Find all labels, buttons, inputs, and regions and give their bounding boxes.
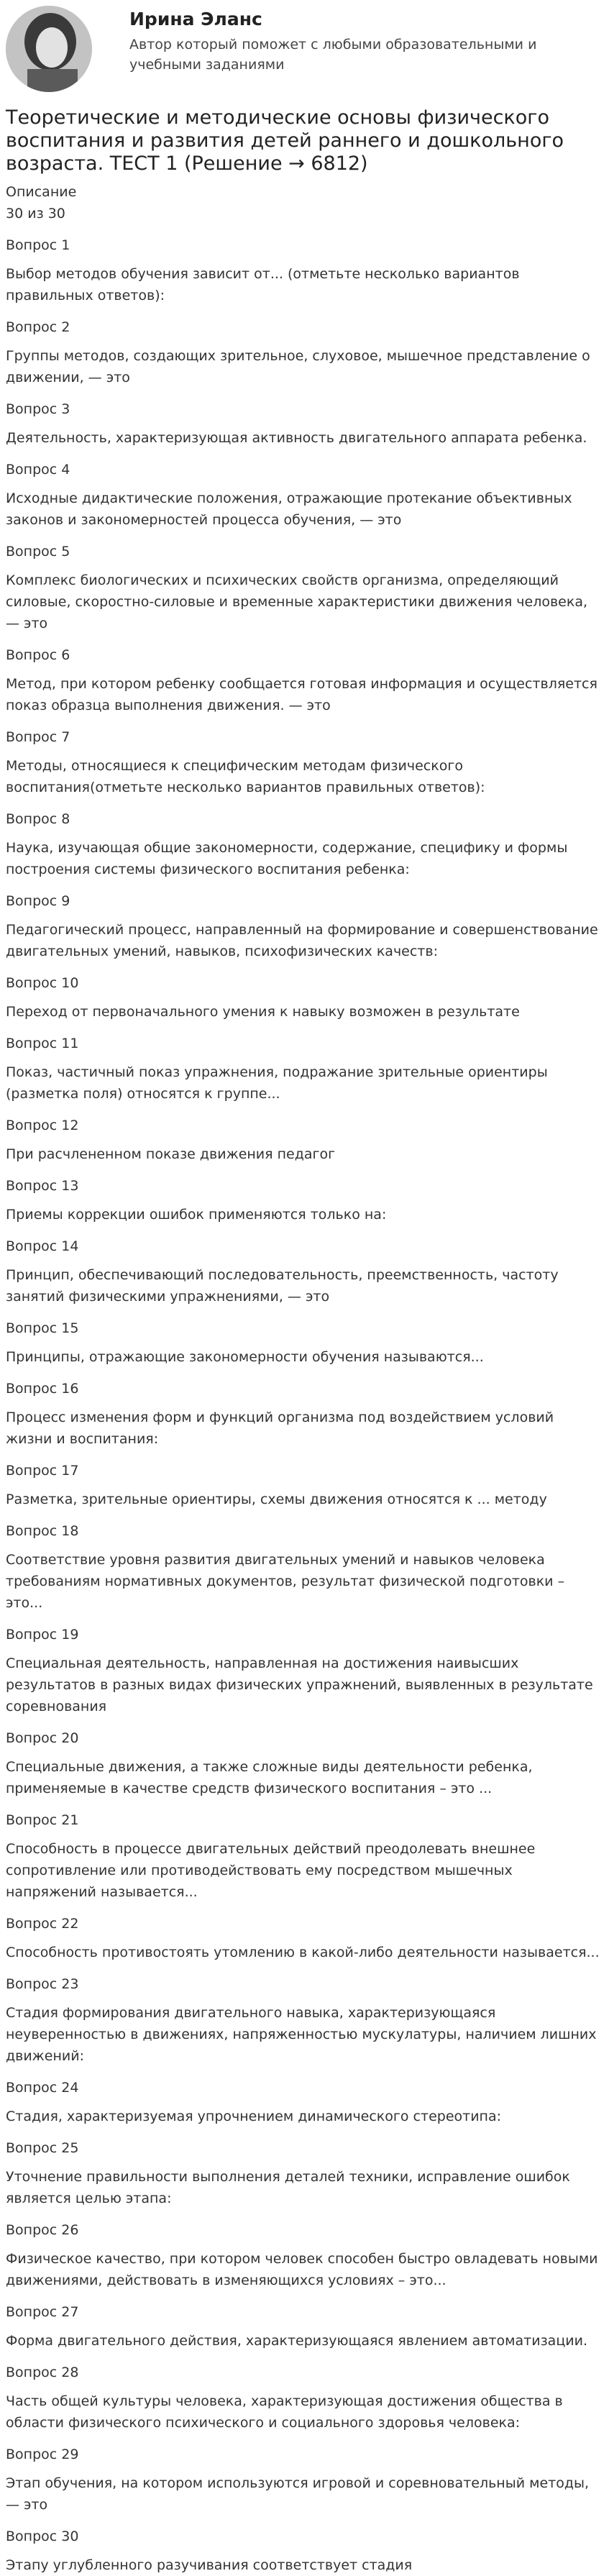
question-label: Вопрос 16	[6, 1381, 79, 1397]
question-label: Вопрос 7	[6, 729, 70, 745]
question-item	[6, 1317, 603, 1368]
question-label: Вопрос 28	[6, 2365, 79, 2380]
question-label: Вопрос 6	[6, 647, 70, 663]
question-item	[6, 1115, 603, 1165]
question-text: Приемы коррекции ошибок применяются только на:	[6, 1207, 387, 1223]
question-item	[6, 1727, 603, 1799]
question-text: Специальные движения, а также сложные виды деятельности ребенка, применяемые в качестве средств физического воспитания – это ...	[6, 1759, 533, 1796]
question-item	[6, 2219, 603, 2291]
author-header	[0, 0, 609, 99]
question-item	[6, 459, 603, 531]
question-label: Вопрос 21	[6, 1812, 79, 1828]
question-item	[6, 1460, 603, 1510]
question-text: Форма двигательного действия, характеризующаяся явлением автоматизации.	[6, 2333, 587, 2349]
question-item	[6, 1624, 603, 1717]
question-text: Соответствие уровня развития двигательных умений и навыков человека требованиям нормативных документов, результат физической подготовки – это...	[6, 1552, 565, 1611]
question-item	[6, 2444, 603, 2516]
question-item	[6, 1378, 603, 1450]
question-text: Показ, частичный показ упражнения, подражание зрительные ориентиры (разметка поля) относятся к группе...	[6, 1064, 548, 1102]
question-label: Вопрос 1	[6, 237, 70, 253]
question-text: Стадия, характеризуемая упрочнением динамического стереотипа:	[6, 2109, 502, 2124]
question-text: Физическое качество, при котором человек способен быстро овладевать новыми движениями, действовать в изменяющихся условиях – это...	[6, 2251, 598, 2288]
question-label: Вопрос 3	[6, 401, 70, 417]
question-text: Разметка, зрительные ориентиры, схемы движения относятся к ... методу	[6, 1492, 547, 1507]
question-text: Деятельность, характеризующая активность двигательного аппарата ребенка.	[6, 430, 587, 446]
question-item	[6, 2301, 603, 2352]
question-label: Вопрос 9	[6, 893, 70, 909]
page-title: Теоретические и методические основы физического воспитания и развития детей раннего и дошкольного возраста. ТЕСТ 1 (Решение → 6812)	[6, 106, 564, 175]
question-text: Наука, изучающая общие закономерности, содержание, специфику и формы построения системы физического воспитания ребенка:	[6, 840, 568, 877]
question-label: Вопрос 30	[6, 2529, 79, 2544]
score-text: 30 из 30	[6, 206, 65, 221]
question-item	[6, 890, 603, 962]
question-text: Комплекс биологических и психических свойств организма, определяющий силовые, скоростно-силовые и временные характеристики движения человека, — это	[6, 572, 588, 631]
question-item	[6, 316, 603, 388]
question-item	[6, 808, 603, 880]
question-text: Часть общей культуры человека, характеризующая достижения общества в области физического психического и социального здоровья человека:	[6, 2393, 563, 2431]
author-name[interactable]: Ирина Эланс	[129, 9, 262, 29]
question-text: Этапу углубленного разучивания соответствует стадия	[6, 2557, 413, 2573]
question-label: Вопрос 20	[6, 1730, 79, 1746]
question-label: Вопрос 25	[6, 2140, 79, 2156]
question-label: Вопрос 8	[6, 811, 70, 827]
question-text: Метод, при котором ребенку сообщается готовая информация и осуществляется показ образца выполнения движения. — это	[6, 676, 597, 713]
question-label: Вопрос 29	[6, 2447, 79, 2462]
question-text: Принцип, обеспечивающий последовательность, преемственность, частоту занятий физическими упражнениями, — это	[6, 1267, 559, 1305]
question-text: Уточнение правильности выполнения деталей техники, исправление ошибок является целью этапа:	[6, 2169, 570, 2206]
question-item	[6, 2526, 603, 2576]
question-text: Специальная деятельность, направленная на достижения наивысших результатов в разных видах физических упражнений, выявленных в результате соревнования	[6, 1655, 593, 1714]
question-list	[6, 234, 603, 2576]
question-item	[6, 1520, 603, 1614]
author-avatar[interactable]	[6, 6, 92, 92]
question-text: Способность в процессе двигательных действий преодолевать внешнее сопротивление или противодействовать ему посредством мышечных напряжений называется...	[6, 1841, 536, 1900]
question-text: Методы, относящиеся к специфическим методам физического воспитания(отметьте несколько вариантов правильных ответов):	[6, 758, 485, 795]
question-label: Вопрос 27	[6, 2304, 79, 2320]
question-item	[6, 541, 603, 634]
description-label: Описание	[6, 184, 77, 200]
question-item	[6, 2077, 603, 2127]
question-item	[6, 972, 603, 1023]
question-label: Вопрос 5	[6, 544, 70, 559]
question-text: Переход от первоначального умения к навыку возможен в результате	[6, 1004, 520, 1020]
question-text: При расчлененном показе движения педагог	[6, 1146, 336, 1162]
question-text: Способность противостоять утомлению в какой-либо деятельности называется...	[6, 1945, 600, 1960]
question-item	[6, 726, 603, 798]
avatar-photo-icon	[6, 6, 92, 92]
question-label: Вопрос 22	[6, 1916, 79, 1932]
test-content	[0, 106, 609, 2576]
question-item	[6, 1913, 603, 1963]
question-item	[6, 1236, 603, 1307]
question-label: Вопрос 23	[6, 1976, 79, 1992]
question-label: Вопрос 26	[6, 2222, 79, 2238]
question-label: Вопрос 4	[6, 462, 70, 478]
question-text: Принципы, отражающие закономерности обучения называются...	[6, 1349, 484, 1365]
question-text: Выбор методов обучения зависит от... (отметьте несколько вариантов правильных ответов):	[6, 266, 520, 303]
question-item	[6, 1809, 603, 1903]
question-label: Вопрос 2	[6, 319, 70, 335]
question-label: Вопрос 17	[6, 1463, 79, 1479]
question-item	[6, 1973, 603, 2067]
question-item	[6, 1033, 603, 1105]
question-label: Вопрос 13	[6, 1178, 79, 1194]
question-label: Вопрос 11	[6, 1036, 79, 1051]
question-text: Стадия формирования двигательного навыка, характеризующаяся неуверенностью в движениях, напряженностью мускулатуры, наличием лишних движений:	[6, 2005, 597, 2064]
question-text: Исходные дидактические положения, отражающие протекание объективных законов и закономерностей процесса обучения, — это	[6, 490, 572, 528]
question-item	[6, 2362, 603, 2434]
question-item	[6, 2137, 603, 2209]
question-text: Процесс изменения форм и функций организма под воздействием условий жизни и воспитания:	[6, 1410, 554, 1447]
question-label: Вопрос 12	[6, 1118, 79, 1133]
author-description: Автор который поможет с любыми образовательными и учебными заданиями	[129, 37, 537, 73]
question-text: Педагогический процесс, направленный на формирование и совершенствование двигательных умений, навыков, психофизических качеств:	[6, 922, 598, 959]
question-label: Вопрос 18	[6, 1523, 79, 1539]
question-label: Вопрос 10	[6, 975, 79, 991]
question-label: Вопрос 15	[6, 1320, 79, 1336]
question-text: Этап обучения, на котором используются игровой и соревновательный методы, — это	[6, 2475, 590, 2513]
question-text: Группы методов, создающих зрительное, слуховое, мышечное представление о движении, — это	[6, 348, 590, 385]
question-label: Вопрос 19	[6, 1627, 79, 1643]
question-label: Вопрос 14	[6, 1238, 79, 1254]
question-item	[6, 644, 603, 716]
question-item	[6, 1175, 603, 1225]
question-item	[6, 234, 603, 306]
question-item	[6, 398, 603, 449]
question-label: Вопрос 24	[6, 2080, 79, 2096]
